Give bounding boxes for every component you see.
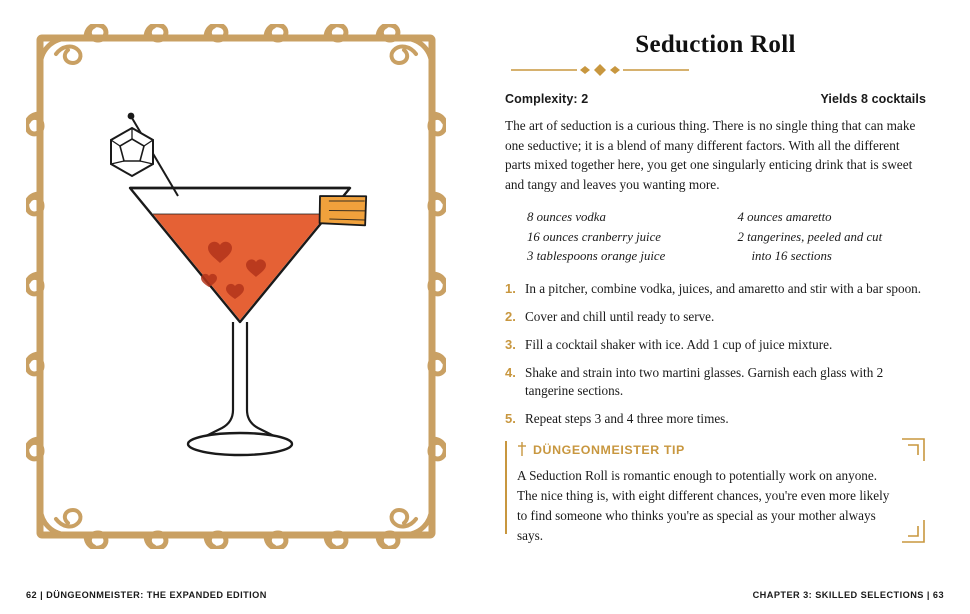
tip-callout: [505, 441, 926, 546]
ingredient-item: 16 ounces cranberry juice: [527, 229, 661, 244]
ingredient-item: 8 ounces vodka: [527, 210, 606, 225]
step-number: 2.: [505, 309, 516, 325]
step-number: 4.: [505, 364, 516, 380]
recipe-intro: The art of seduction is a curious thing. There is no single thing that can make one seductive; it is a blend of many different factors. With all the different parts mixed together here, you get one singularly enticing drink that is sweet and tangy and leaves you wanting more.: [505, 118, 916, 192]
complexity-label: Complexity: 2: [505, 92, 589, 106]
list-item: [505, 308, 926, 327]
footer-left: 62 | DÜNGEONMEISTER: THE EXPANDED EDITION: [26, 590, 267, 600]
list-item: [505, 336, 926, 355]
step-number: 3.: [505, 336, 516, 352]
right-page: [485, 0, 970, 614]
page-title: Seduction Roll: [635, 31, 796, 58]
ingredient-item: into 16 sections: [751, 249, 832, 263]
tip-corner-top-right-ornament: [900, 437, 926, 463]
ingredients-list: [505, 208, 926, 266]
ingredients-column-right: [738, 208, 927, 266]
yields-label: Yields 8 cocktails: [820, 92, 926, 106]
tip-heading: DÜNGEONMEISTER TIP: [533, 443, 685, 458]
step-text: Cover and chill until ready to serve.: [525, 309, 715, 325]
ingredient-item: 2 tangerines, peeled and cut: [737, 229, 883, 244]
list-item: [505, 410, 926, 429]
ingredient-item: 4 ounces amaretto: [737, 210, 832, 225]
step-text: Repeat steps 3 and 4 three more times.: [525, 411, 729, 427]
tip-accent-bar: [505, 441, 507, 534]
recipe-meta: [505, 92, 926, 106]
step-text: Fill a cocktail shaker with ice. Add 1 cup of juice mixture.: [525, 336, 833, 352]
step-text: Shake and strain into two martini glasses. Garnish each glass with 2 tangerine sections.: [525, 364, 884, 399]
tip-corner-bottom-right-ornament: [900, 518, 926, 544]
title-divider-ornament: [505, 63, 926, 82]
ingredients-column-left: [527, 208, 716, 266]
step-number: 5.: [505, 411, 516, 427]
list-item: [505, 364, 926, 401]
list-item: [505, 280, 926, 299]
sword-icon: [517, 441, 527, 460]
step-number: 1.: [505, 281, 516, 297]
cocktail-illustration: [70, 110, 410, 470]
tip-body: A Seduction Roll is romantic enough to potentially work on anyone. The nice thing is, with eight different chances, you're even more likely to find someone who thinks you're as special as your mother always says.: [517, 467, 890, 544]
step-text: In a pitcher, combine vodka, juices, and amaretto and stir with a bar spoon.: [525, 281, 922, 297]
footer-right: CHAPTER 3: SKILLED SELECTIONS | 63: [752, 590, 944, 600]
steps-list: [505, 280, 926, 428]
ingredient-item: 3 tablespoons orange juice: [527, 249, 666, 263]
tip-heading-row: [517, 441, 926, 460]
